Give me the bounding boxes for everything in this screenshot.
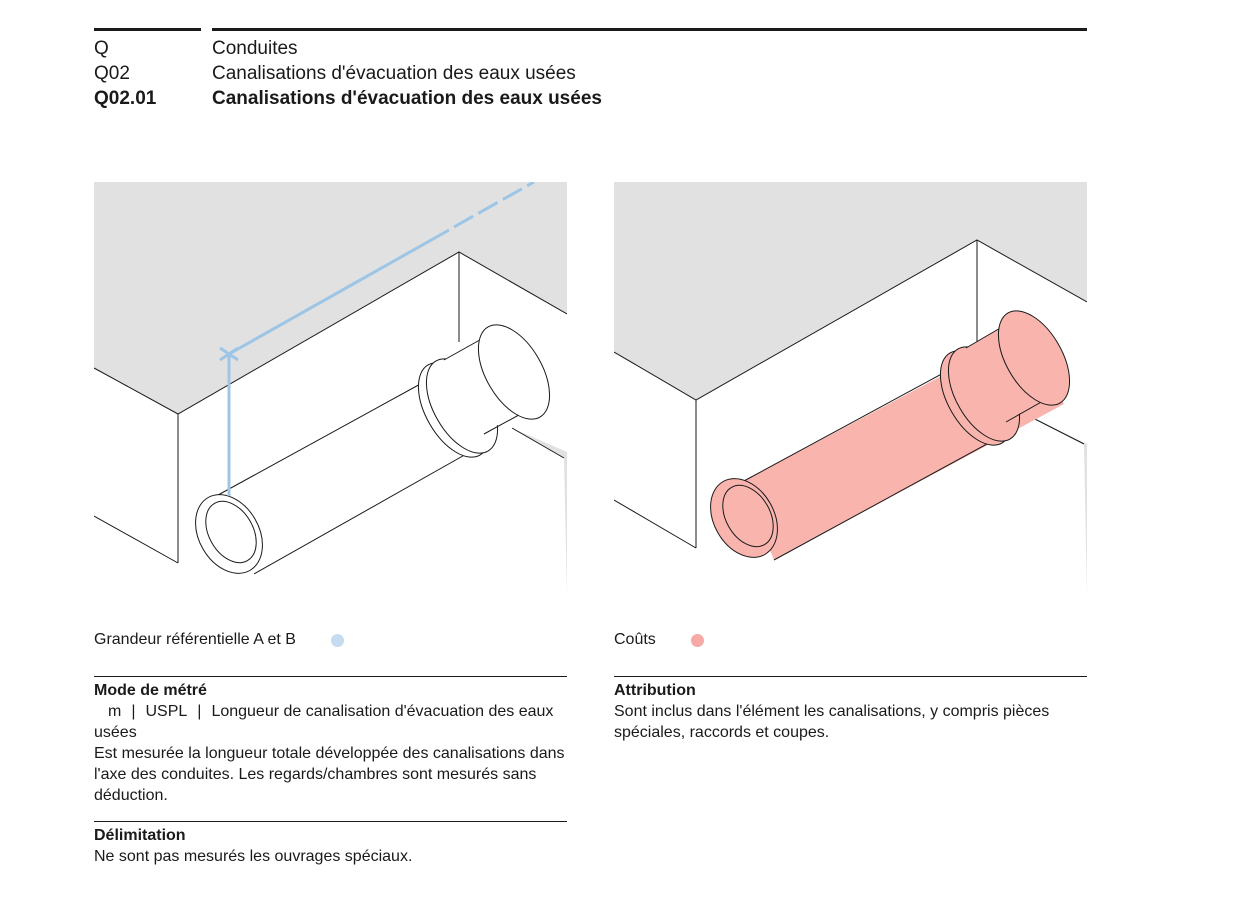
mode-de-metre-heading: Mode de métré <box>94 682 207 699</box>
divider-mode-de-metre <box>94 676 567 677</box>
section-delimitation <box>94 825 567 867</box>
mode-de-metre-unit-line <box>94 701 567 743</box>
header-title-level-3: Canalisations d'évacuation des eaux usées <box>212 88 602 109</box>
legend-cost-label: Coûts <box>614 631 656 648</box>
divider-attribution <box>614 676 1087 677</box>
unit-description: Longueur de canalisation d'évacuation des eaux usées <box>94 703 554 741</box>
delimitation-body: Ne sont pas mesurés les ouvrages spéciaux. <box>94 848 413 865</box>
attribution-body: Sont inclus dans l'élément les canalisations, y compris pièces spéciales, raccords et coupes. <box>614 703 1050 741</box>
section-mode-de-metre <box>94 680 567 806</box>
header-title-level-2: Canalisations d'évacuation des eaux usées <box>212 63 576 84</box>
unit-abbreviation: USPL <box>145 703 188 720</box>
section-attribution <box>614 680 1087 743</box>
header-code-level-1: Q <box>94 38 109 59</box>
legend-reference-swatch <box>331 634 344 647</box>
reference-pipe-drawing <box>94 182 567 596</box>
legend-reference-label: Grandeur référentielle A et B <box>94 631 296 648</box>
attribution-heading: Attribution <box>614 682 696 699</box>
cost-pipe-drawing <box>614 182 1087 596</box>
header-title-level-1: Conduites <box>212 38 298 59</box>
header-rule-left <box>94 28 201 31</box>
unit-separator-2: | <box>197 703 202 720</box>
delimitation-heading: Délimitation <box>94 827 186 844</box>
header-code-level-2: Q02 <box>94 63 130 84</box>
mode-de-metre-body: Est mesurée la longueur totale développée des canalisations dans l'axe des conduites. Les regards/chambres sont mesurés sans déduction. <box>94 745 565 804</box>
header-code-level-3: Q02.01 <box>94 88 157 109</box>
unit-value: m <box>108 703 122 720</box>
header-rule-right <box>212 28 1087 31</box>
cost-illustration <box>614 182 1087 596</box>
divider-delimitation <box>94 821 567 822</box>
legend-cost-swatch <box>691 634 704 647</box>
reference-illustration <box>94 182 567 596</box>
unit-separator-1: | <box>131 703 136 720</box>
